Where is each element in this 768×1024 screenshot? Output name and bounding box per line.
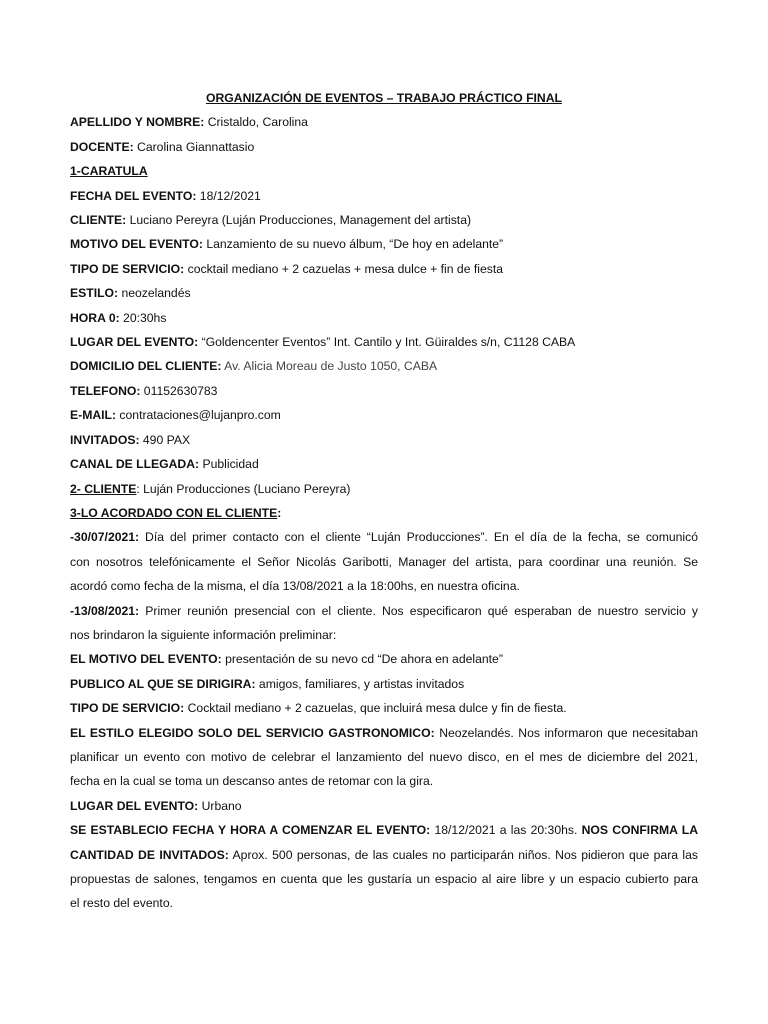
paragraph-line: planificar un evento con motivo de celebrar el lanzamiento del nuevo disco, en el mes de diciembre del 2021, <box>70 749 698 764</box>
field-apellido <box>70 110 698 134</box>
field-domicilio <box>70 354 698 378</box>
section-value: : Luján Producciones (Luciano Pereyra) <box>136 481 351 496</box>
paragraph-date: -30/07/2021: <box>70 530 140 545</box>
field-value: 18/12/2021 <box>196 188 261 203</box>
field-tipo <box>70 257 698 281</box>
field-label: TELEFONO: <box>70 383 141 398</box>
paragraph-text: Aprox. 500 personas, de las cuales no participarán niños. Nos pidieron que para las <box>228 847 699 862</box>
field-value: cocktail mediano + 2 cazuelas + mesa dulce + fin de fiesta <box>184 261 503 276</box>
field-label: MOTIVO DEL EVENTO: <box>70 237 203 252</box>
field-fecha <box>70 184 698 208</box>
field-value: Urbano <box>198 798 242 813</box>
field-email <box>70 403 698 427</box>
field-label: EL MOTIVO DEL EVENTO: <box>70 652 222 667</box>
field-tipo-2 <box>70 696 698 720</box>
field-value: Carolina Giannattasio <box>133 139 255 154</box>
field-motivo <box>70 232 698 256</box>
field-telefono <box>70 379 698 403</box>
paragraph-line: acordó como fecha de la misma, el día 13/08/2021 a la 18:00hs, en nuestra oficina. <box>70 579 520 594</box>
field-label: E-MAIL: <box>70 408 117 423</box>
paragraph-line <box>70 818 698 842</box>
field-motivo-2 <box>70 647 698 671</box>
paragraph-line: fecha en la cual se toma un descanso antes de retomar con la gira. <box>70 774 434 789</box>
paragraph-date: -13/08/2021: <box>70 603 140 618</box>
field-value: presentación de su nevo cd “De ahora en adelante” <box>221 652 503 667</box>
field-value: Lanzamiento de su nuevo álbum, “De hoy en adelante” <box>202 237 504 252</box>
field-label: TIPO DE SERVICIO: <box>70 701 185 716</box>
field-label: CANAL DE LLEGADA: <box>70 457 200 472</box>
field-label: FECHA DEL EVENTO: <box>70 188 197 203</box>
section-caratula: 1-CARATULA <box>70 164 148 179</box>
field-value: “Goldencenter Eventos” Int. Cantilo y Int. Güiraldes s/n, C1128 CABA <box>198 335 576 350</box>
paragraph-line <box>70 721 698 745</box>
field-value: Av. Alicia Moreau de Justo 1050, CABA <box>221 359 438 374</box>
paragraph-line <box>70 525 698 549</box>
field-cliente <box>70 208 698 232</box>
document-title: ORGANIZACIÓN DE EVENTOS – TRABAJO PRÁCTICO FINAL <box>206 91 562 105</box>
field-label: DOMICILIO DEL CLIENTE: <box>70 359 222 374</box>
field-label: APELLIDO Y NOMBRE: <box>70 115 205 130</box>
paragraph-line <box>70 599 698 623</box>
section-cliente <box>70 477 698 501</box>
paragraph-text-bold: NOS CONFIRMA LA <box>577 823 699 838</box>
field-docente <box>70 135 698 159</box>
paragraph-text: Primer reunión presencial con el cliente. Nos especificaron qué esperaban de nuestro servicio y <box>139 603 698 618</box>
paragraph-text: 18/12/2021 a las 20:30hs. <box>430 823 578 838</box>
section-label: 3-LO ACORDADO CON EL CLIENTE <box>70 505 278 520</box>
field-value: 490 PAX <box>139 432 191 447</box>
field-lugar-2 <box>70 794 698 818</box>
field-lugar <box>70 330 698 354</box>
field-label: LUGAR DEL EVENTO: <box>70 335 199 350</box>
field-publico <box>70 672 698 696</box>
field-hora <box>70 306 698 330</box>
field-label: DOCENTE: <box>70 139 134 154</box>
field-label: INVITADOS: <box>70 432 140 447</box>
paragraph-text: Neozelandés. Nos informaron que necesitaban <box>434 725 698 740</box>
field-canal <box>70 452 698 476</box>
field-invitados <box>70 428 698 452</box>
paragraph-line: el resto del evento. <box>70 896 173 911</box>
field-value: 01152630783 <box>140 383 218 398</box>
field-value: Luciano Pereyra (Luján Producciones, Management del artista) <box>126 213 472 228</box>
paragraph-text: Día del primer contacto con el cliente “Luján Producciones”. En el día de la fecha, se comunicó <box>139 530 698 545</box>
field-label: SE ESTABLECIO FECHA Y HORA A COMENZAR EL EVENTO: <box>70 823 431 838</box>
field-value: Cristaldo, Carolina <box>204 115 308 130</box>
field-estilo <box>70 281 698 305</box>
field-label: EL ESTILO ELEGIDO SOLO DEL SERVICIO GASTRONOMICO: <box>70 725 435 740</box>
document-page <box>70 86 698 916</box>
paragraph-line: con nosotros telefónicamente el Señor Nicolás Garibotti, Manager del artista, para coordinar una reunión. Se <box>70 554 698 569</box>
field-value: contrataciones@lujanpro.com <box>116 408 281 423</box>
section-label: 2- CLIENTE <box>70 481 137 496</box>
section-acordado <box>70 501 698 525</box>
field-label: CLIENTE: <box>70 213 127 228</box>
paragraph-line <box>70 843 698 867</box>
field-label: CANTIDAD DE INVITADOS: <box>70 847 229 862</box>
field-label: ESTILO: <box>70 286 119 301</box>
field-value: neozelandés <box>118 286 191 301</box>
paragraph-line: propuestas de salones, tengamos en cuenta que les gustaría un espacio al aire libre y un espacio cubierto para <box>70 872 698 886</box>
field-label: PUBLICO AL QUE SE DIRIGIRA: <box>70 676 256 691</box>
field-value: Publicidad <box>199 457 259 472</box>
field-value: Cocktail mediano + 2 cazuelas, que incluirá mesa dulce y fin de fiesta. <box>184 701 567 716</box>
field-value: amigos, familiares, y artistas invitados <box>255 676 465 691</box>
field-label: TIPO DE SERVICIO: <box>70 261 185 276</box>
field-label: HORA 0: <box>70 310 120 325</box>
paragraph-line: nos brindaron la siguiente información preliminar: <box>70 627 337 642</box>
section-colon: : <box>277 505 282 520</box>
field-label: LUGAR DEL EVENTO: <box>70 798 199 813</box>
field-value: 20:30hs <box>119 310 167 325</box>
